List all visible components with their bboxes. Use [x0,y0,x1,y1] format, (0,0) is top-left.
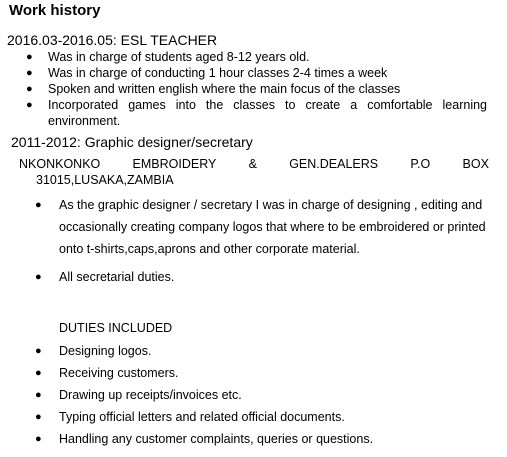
bullet-icon: ● [26,51,33,63]
company-word: EMBROIDERY [132,157,217,171]
company-name-line [19,156,489,172]
work-history-heading: Work history [9,2,101,19]
list-item [0,266,507,288]
list-item [0,81,507,97]
company-word: NKONKONKO [19,157,101,171]
list-item-text: Typing official letters and related official documents. [59,410,345,424]
list-item-text: As the graphic designer / secretary I was in charge of designing , editing and occasionally creating company logos that where to be embroidered or printed onto t-shirts,caps,aprons and other corporate material. [59,198,486,256]
designer-responsibilities-list [0,194,507,294]
list-item-text: Incorporated games into the classes to create a comfortable learning environment. [48,98,487,128]
list-item [0,194,507,260]
bullet-icon: ● [35,199,42,211]
job-title-graphic-designer: 2011-2012: Graphic designer/secretary [11,134,253,150]
bullet-icon: ● [35,345,42,357]
list-item [0,362,507,384]
list-item-text: Receiving customers. [59,366,179,380]
company-location-line: 31015,LUSAKA,ZAMBIA [36,173,174,187]
list-item-text: All secretarial duties. [59,270,175,284]
bullet-icon: ● [35,411,42,423]
bullet-icon: ● [35,367,42,379]
company-address [19,156,489,188]
bullet-icon: ● [35,271,42,283]
list-item [0,406,507,428]
duties-list [0,340,507,450]
list-item-text: Drawing up receipts/invoices etc. [59,388,242,402]
list-item-text: Spoken and written english where the main focus of the classes [48,82,401,96]
esl-duties-list [0,49,507,129]
list-item-text: Designing logos. [59,344,152,358]
list-item-text: Was in charge of students aged 8-12 years old. [48,50,310,64]
company-word: BOX [462,157,489,171]
list-item [0,65,507,81]
job-title-esl-teacher: 2016.03-2016.05: ESL TEACHER [7,32,218,48]
list-item [0,97,507,129]
list-item [0,384,507,406]
list-item [0,340,507,362]
duties-included-heading: DUTIES INCLUDED [59,321,173,335]
list-item [0,428,507,450]
bullet-icon: ● [26,83,33,95]
list-item [0,49,507,65]
company-word: GEN.DEALERS [289,157,379,171]
bullet-icon: ● [26,99,33,111]
bullet-icon: ● [35,433,42,445]
list-item-text: Handling any customer complaints, queries or questions. [59,432,374,446]
bullet-icon: ● [35,389,42,401]
company-word: P.O [410,157,431,171]
bullet-icon: ● [26,67,33,79]
list-item-text: Was in charge of conducting 1 hour classes 2-4 times a week [48,66,388,80]
company-word: & [248,157,257,171]
